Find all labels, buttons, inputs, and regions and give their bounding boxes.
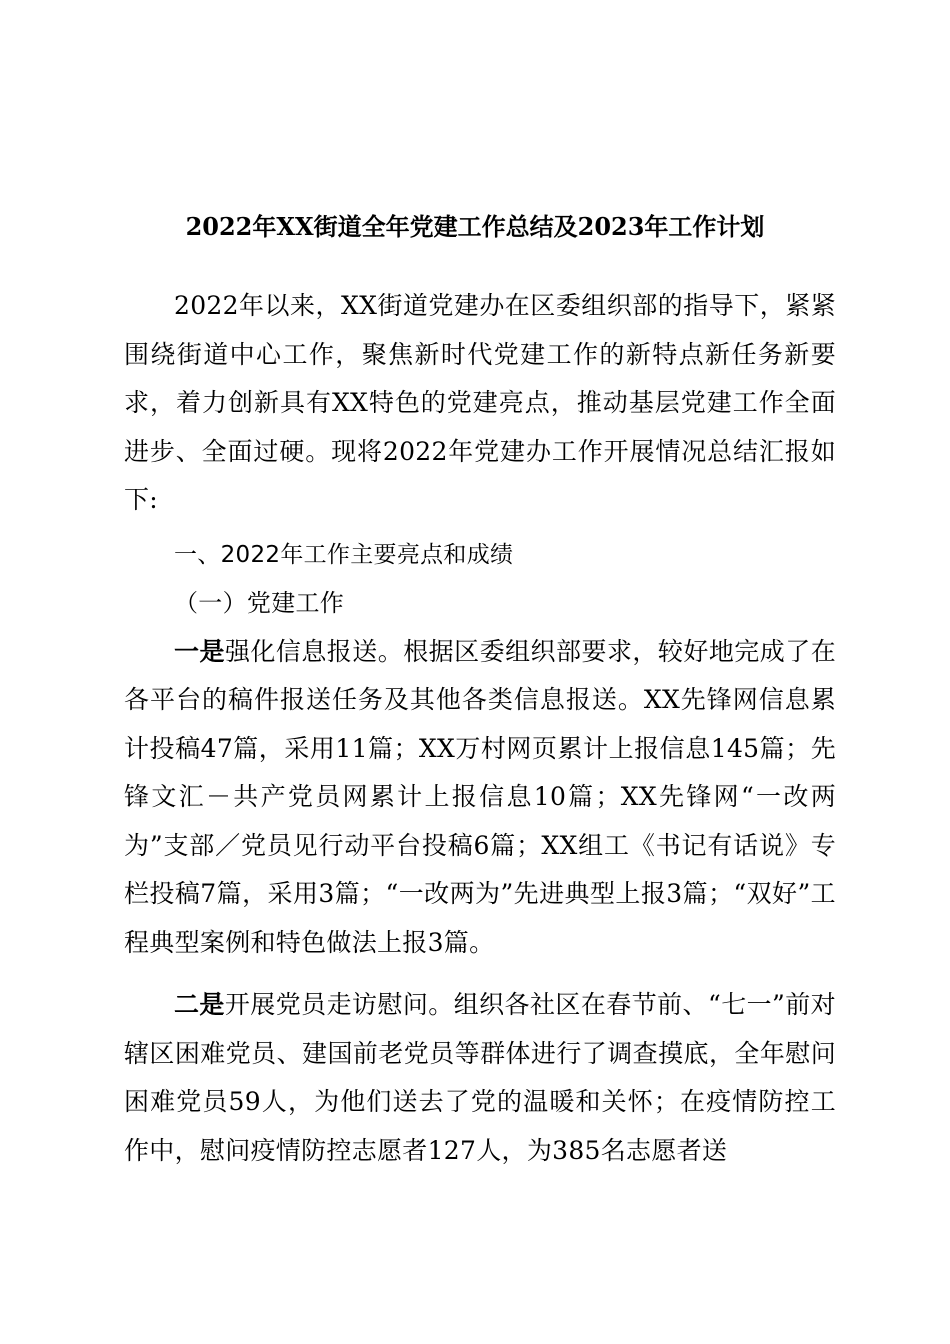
item-lead-1: 一是 xyxy=(174,636,225,666)
item-paragraph-2 xyxy=(124,981,836,1175)
spacer xyxy=(124,967,836,981)
intro-paragraph: 2022年以来，XX街道党建办在区委组织部的指导下，紧紧围绕街道中心工作，聚焦新时代党建工作的新特点新任务新要求，着力创新具有XX特色的党建亮点，推动基层党建工作全面进步、全面过硬。现将2022年党建办工作开展情况总结汇报如下: xyxy=(124,291,836,514)
subsection-heading: （一）党建工作 xyxy=(174,589,345,617)
document-title: 2022年XX街道全年党建工作总结及2023年工作计划 xyxy=(185,212,765,241)
document-body xyxy=(124,282,836,1175)
item-paragraph-1 xyxy=(124,628,836,968)
item-lead-2: 二是 xyxy=(174,990,225,1019)
item-text-2: 开展党员走访慰问。组织各社区在春节前、“七一”前对辖区困难党员、建国前老党员等群体进行了调查摸底，全年慰问困难党员59人，为他们送去了党的温暖和关怀；在疫情防控工作中，慰问疫情防控志愿者127人，为385名志愿者送 xyxy=(124,990,836,1165)
section-heading: 一、2022年工作主要亮点和成绩 xyxy=(174,541,514,568)
item-text-1: 强化信息报送。根据区委组织部要求，较好地完成了在各平台的稿件报送任务及其他各类信息报送。XX先锋网信息累计投稿47篇，采用11篇；XX万村网页累计上报信息145篇；先锋文汇－共产党员网累计上报信息10篇；XX先锋网“一改两为”支部／党员见行动平台投稿6篇；XX组工《书记有话说》专栏投稿7篇，采用3篇；“一改两为”先进典型上报3篇；“双好”工程典型案例和特色做法上报3篇。 xyxy=(124,636,836,957)
